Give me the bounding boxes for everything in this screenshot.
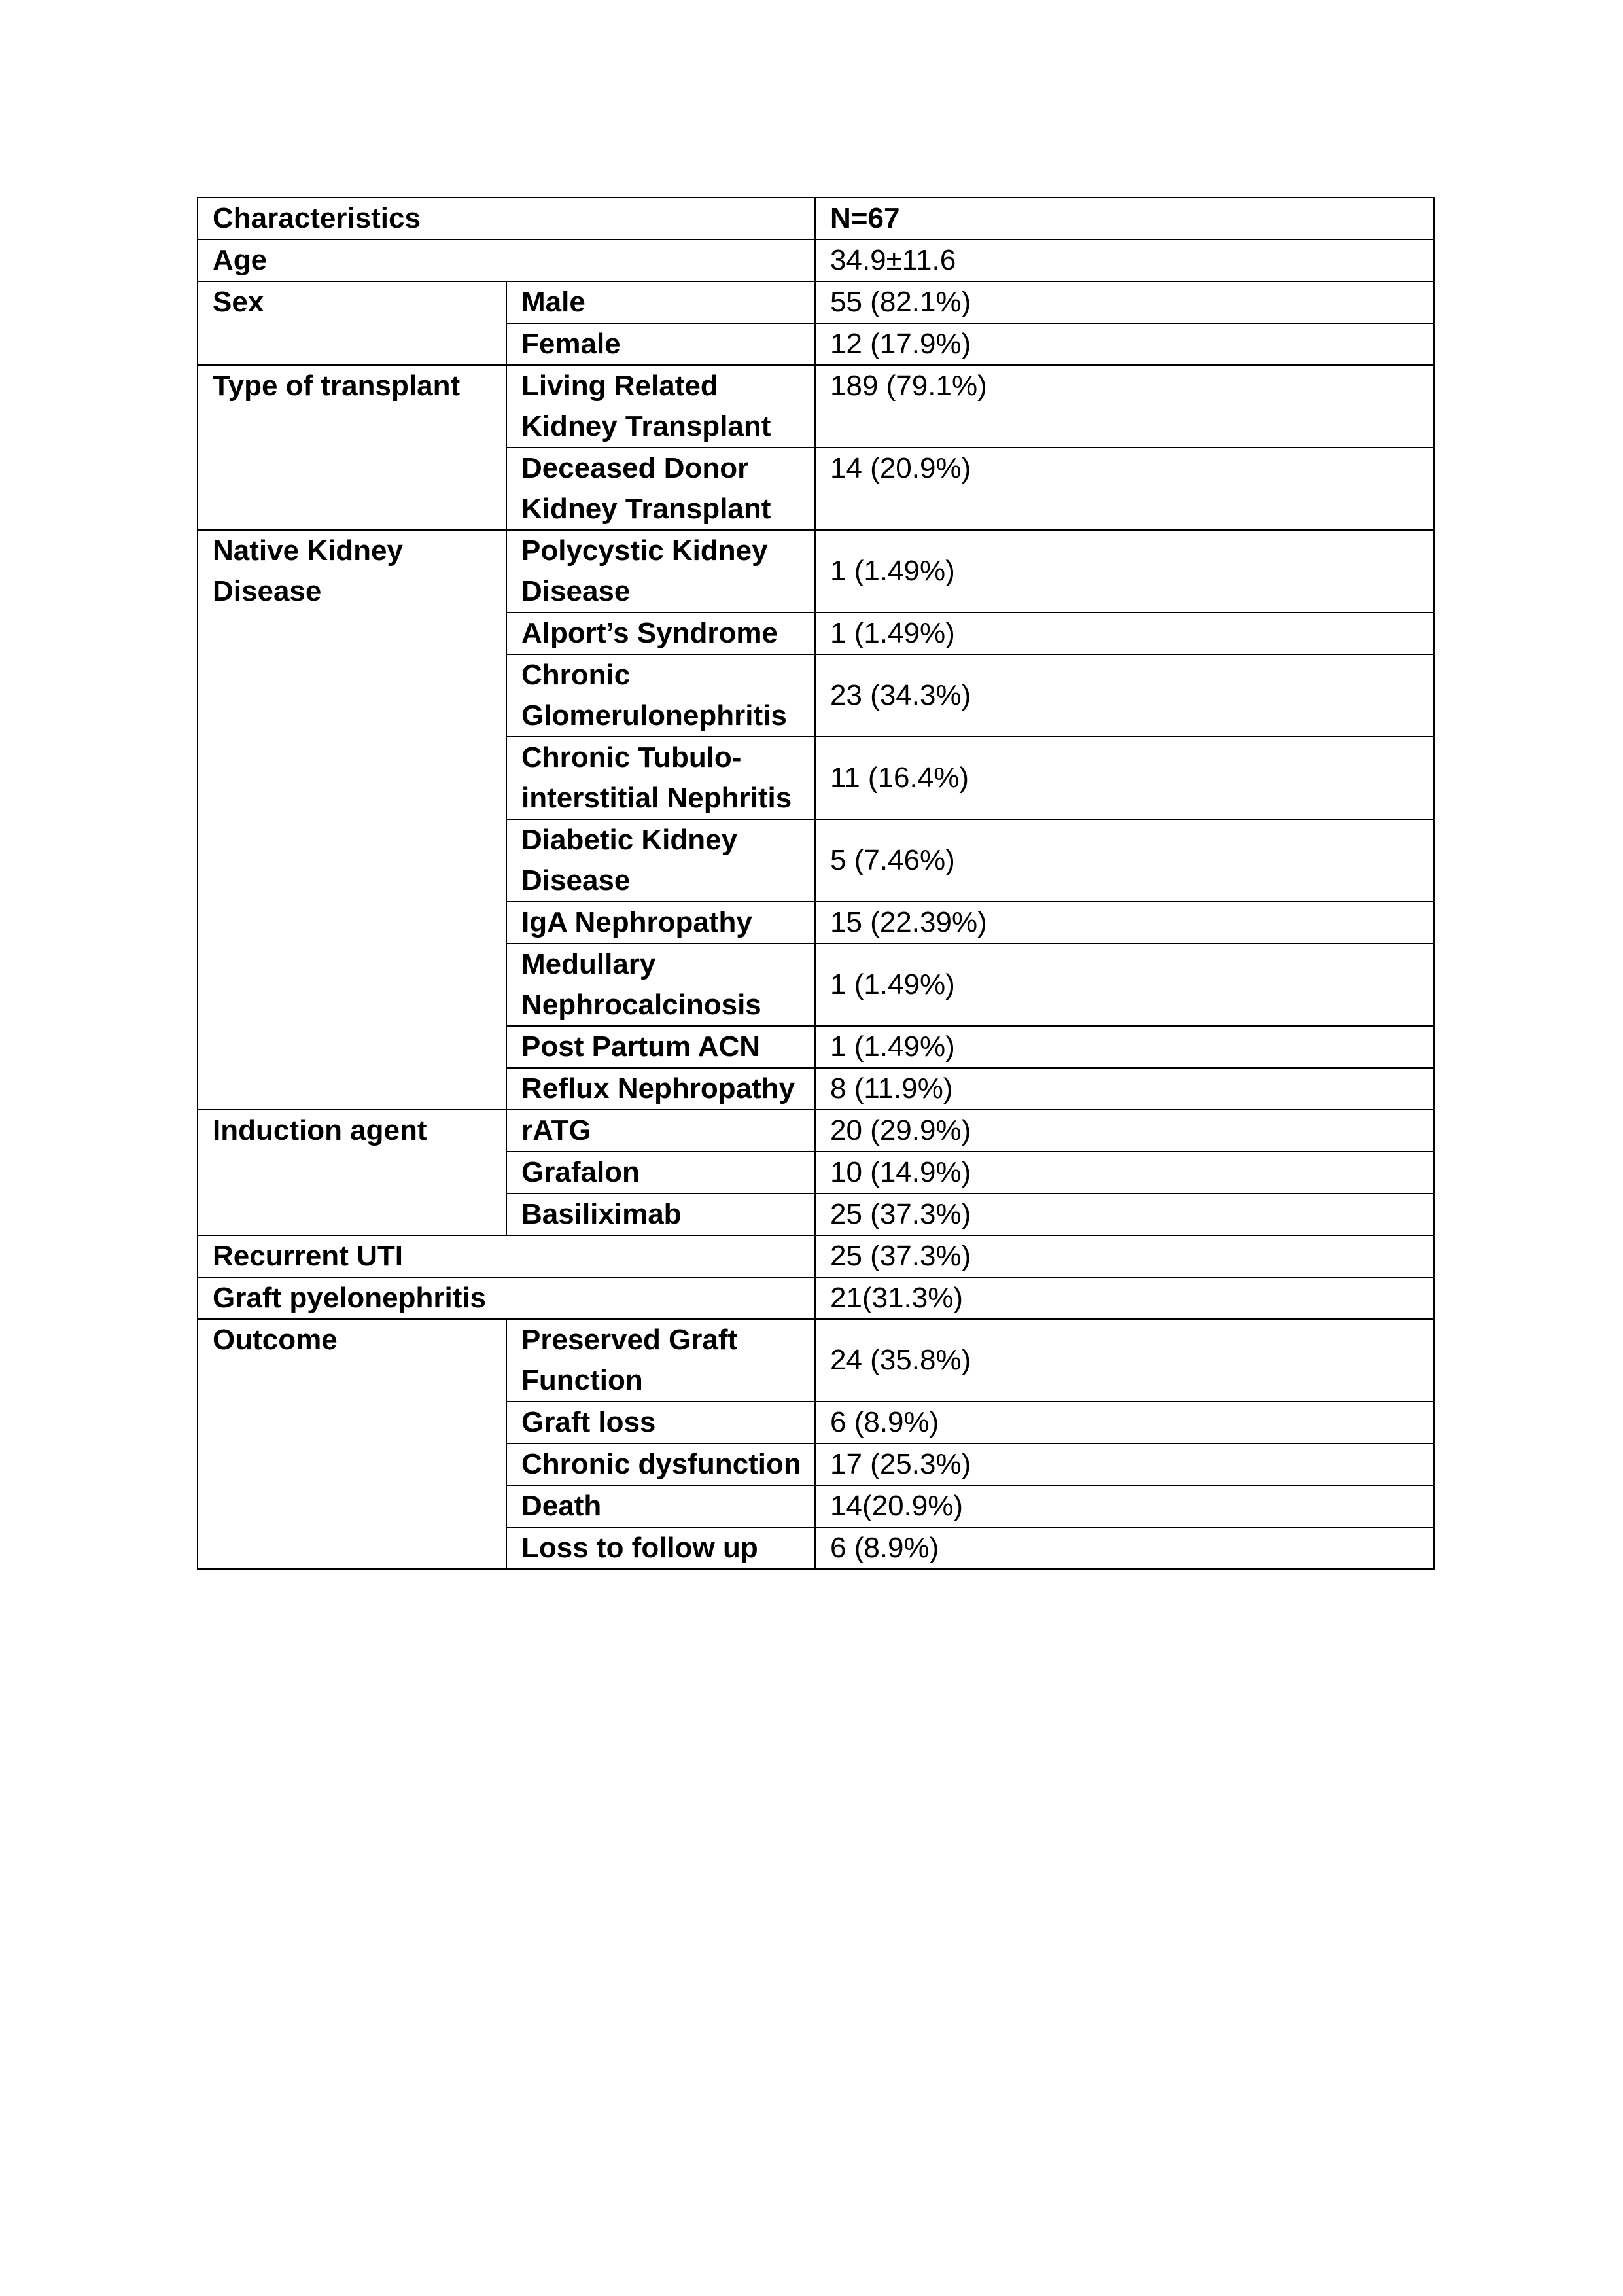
sub-label bbox=[506, 530, 815, 612]
sub-label-line: Diabetic Kidney bbox=[521, 824, 738, 856]
sub-label-line: Living Related bbox=[521, 370, 718, 402]
sub-label: Graft loss bbox=[506, 1402, 815, 1443]
sub-label-line: Medullary bbox=[521, 948, 656, 980]
table-row bbox=[198, 1235, 1434, 1277]
sub-label bbox=[506, 654, 815, 737]
sub-label: Grafalon bbox=[506, 1152, 815, 1193]
cell-value: 5 (7.46%) bbox=[815, 819, 1434, 902]
cell-value: 6 (8.9%) bbox=[815, 1402, 1434, 1443]
cell-value: 24 (35.8%) bbox=[815, 1319, 1434, 1402]
value-graft-pyelonephritis: 21(31.3%) bbox=[815, 1277, 1434, 1319]
sub-label bbox=[506, 944, 815, 1026]
sub-label: Loss to follow up bbox=[506, 1527, 815, 1569]
sub-label bbox=[506, 365, 815, 448]
sub-label-line: interstitial Nephritis bbox=[521, 782, 792, 814]
cell-value: 15 (22.39%) bbox=[815, 902, 1434, 944]
sub-label: Alport’s Syndrome bbox=[506, 612, 815, 654]
sub-label-line: Preserved Graft bbox=[521, 1324, 738, 1356]
sub-label bbox=[506, 1319, 815, 1402]
label-line: Native Kidney bbox=[213, 535, 403, 567]
cell-value: 189 (79.1%) bbox=[815, 365, 1434, 448]
cell-value: 20 (29.9%) bbox=[815, 1110, 1434, 1152]
sub-label: Female bbox=[506, 323, 815, 365]
cell-value: 17 (25.3%) bbox=[815, 1443, 1434, 1485]
row-label-outcome: Outcome bbox=[198, 1319, 506, 1569]
sub-label: Male bbox=[506, 281, 815, 323]
cell-value: 55 (82.1%) bbox=[815, 281, 1434, 323]
row-label-age: Age bbox=[198, 239, 815, 281]
sub-label-line: Kidney Transplant bbox=[521, 410, 771, 442]
sub-label-line: Function bbox=[521, 1364, 643, 1396]
row-label-induction-agent: Induction agent bbox=[198, 1110, 506, 1235]
sub-label: Basiliximab bbox=[506, 1193, 815, 1235]
cell-value: 8 (11.9%) bbox=[815, 1068, 1434, 1110]
row-label-transplant-type: Type of transplant bbox=[198, 365, 506, 530]
sub-label-line: Disease bbox=[521, 864, 631, 896]
characteristics-table bbox=[197, 197, 1435, 1570]
table-row bbox=[198, 239, 1434, 281]
sub-label: IgA Nephropathy bbox=[506, 902, 815, 944]
row-label-sex: Sex bbox=[198, 281, 506, 365]
cell-value: 11 (16.4%) bbox=[815, 737, 1434, 819]
sub-label: Reflux Nephropathy bbox=[506, 1068, 815, 1110]
sub-label-line: Deceased Donor bbox=[521, 452, 749, 484]
sub-label-line: Disease bbox=[521, 575, 631, 607]
value-age: 34.9±11.6 bbox=[815, 239, 1434, 281]
table-row bbox=[198, 530, 1434, 612]
cell-value: 1 (1.49%) bbox=[815, 530, 1434, 612]
cell-value: 6 (8.9%) bbox=[815, 1527, 1434, 1569]
cell-value: 25 (37.3%) bbox=[815, 1193, 1434, 1235]
sub-label bbox=[506, 737, 815, 819]
sub-label bbox=[506, 819, 815, 902]
table-row bbox=[198, 1277, 1434, 1319]
row-label-recurrent-uti: Recurrent UTI bbox=[198, 1235, 815, 1277]
cell-value: 1 (1.49%) bbox=[815, 612, 1434, 654]
header-n: N=67 bbox=[815, 198, 1434, 239]
table-row bbox=[198, 281, 1434, 323]
sub-label-line: Glomerulonephritis bbox=[521, 699, 787, 732]
cell-value: 1 (1.49%) bbox=[815, 944, 1434, 1026]
sub-label: rATG bbox=[506, 1110, 815, 1152]
cell-value: 10 (14.9%) bbox=[815, 1152, 1434, 1193]
cell-value: 14 (20.9%) bbox=[815, 448, 1434, 530]
sub-label: Chronic dysfunction bbox=[506, 1443, 815, 1485]
table-header-row bbox=[198, 198, 1434, 239]
sub-label: Post Partum ACN bbox=[506, 1026, 815, 1068]
sub-label-line: Kidney Transplant bbox=[521, 493, 771, 525]
sub-label-line: Chronic Tubulo- bbox=[521, 741, 742, 773]
cell-value: 23 (34.3%) bbox=[815, 654, 1434, 737]
cell-value: 1 (1.49%) bbox=[815, 1026, 1434, 1068]
table-row bbox=[198, 1319, 1434, 1402]
table-row bbox=[198, 365, 1434, 448]
row-label-graft-pyelonephritis: Graft pyelonephritis bbox=[198, 1277, 815, 1319]
table-row bbox=[198, 1110, 1434, 1152]
value-recurrent-uti: 25 (37.3%) bbox=[815, 1235, 1434, 1277]
cell-value: 12 (17.9%) bbox=[815, 323, 1434, 365]
sub-label bbox=[506, 448, 815, 530]
header-characteristics: Characteristics bbox=[198, 198, 815, 239]
label-line: Disease bbox=[213, 575, 322, 607]
sub-label-line: Chronic bbox=[521, 659, 631, 691]
sub-label-line: Polycystic Kidney bbox=[521, 535, 768, 567]
sub-label: Death bbox=[506, 1485, 815, 1527]
row-label-native-kidney-disease bbox=[198, 530, 506, 1110]
cell-value: 14(20.9%) bbox=[815, 1485, 1434, 1527]
sub-label-line: Nephrocalcinosis bbox=[521, 989, 761, 1021]
